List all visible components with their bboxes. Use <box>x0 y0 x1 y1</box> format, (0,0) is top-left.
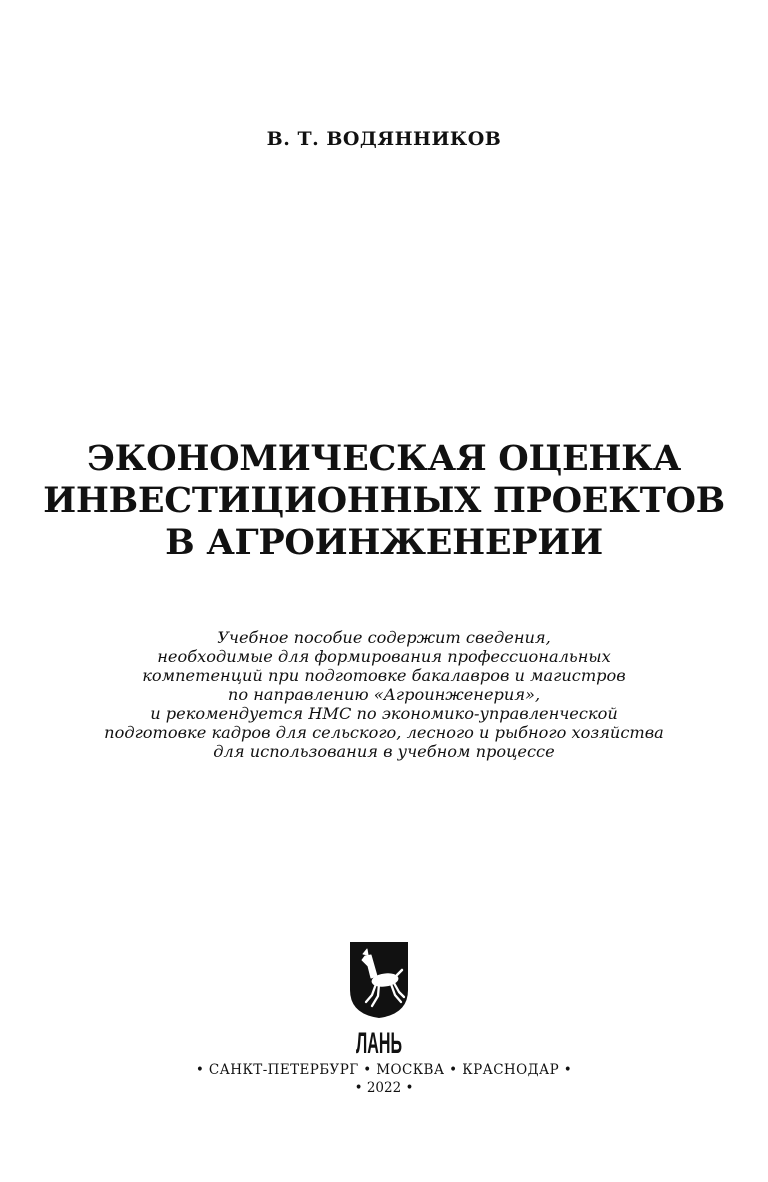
publisher-cities: • САНКТ-ПЕТЕРБУРГ • МОСКВА • КРАСНОДАР • <box>195 1062 573 1078</box>
title-line: ИНВЕСТИЦИОННЫХ ПРОЕКТОВ <box>43 480 725 521</box>
publisher-logo <box>349 940 409 1060</box>
annotation-line: Учебное пособие содержит сведения, <box>217 628 551 647</box>
annotation-line: и рекомендуется НМС по экономико-управленческой <box>150 704 618 723</box>
title-line: ЭКОНОМИЧЕСКАЯ ОЦЕНКА <box>87 438 681 479</box>
logo-wordmark: ЛАНЬ <box>356 1027 402 1060</box>
annotation <box>0 628 768 761</box>
doe-deer-shield-icon <box>349 940 409 1060</box>
annotation-line: необходимые для формирования профессиональных <box>157 647 611 666</box>
title-line: В АГРОИНЖЕНЕРИИ <box>165 522 603 563</box>
author-name: В. Т. ВОДЯННИКОВ <box>266 128 502 150</box>
annotation-line: для использования в учебном процессе <box>213 742 555 761</box>
publication-year: • 2022 • <box>354 1080 414 1096</box>
book-title <box>0 438 768 564</box>
annotation-line: подготовке кадров для сельского, лесного и рыбного хозяйства <box>104 723 664 742</box>
annotation-line: по направлению «Агроинженерия», <box>227 685 541 704</box>
annotation-line: компетенций при подготовке бакалавров и магистров <box>142 666 626 685</box>
